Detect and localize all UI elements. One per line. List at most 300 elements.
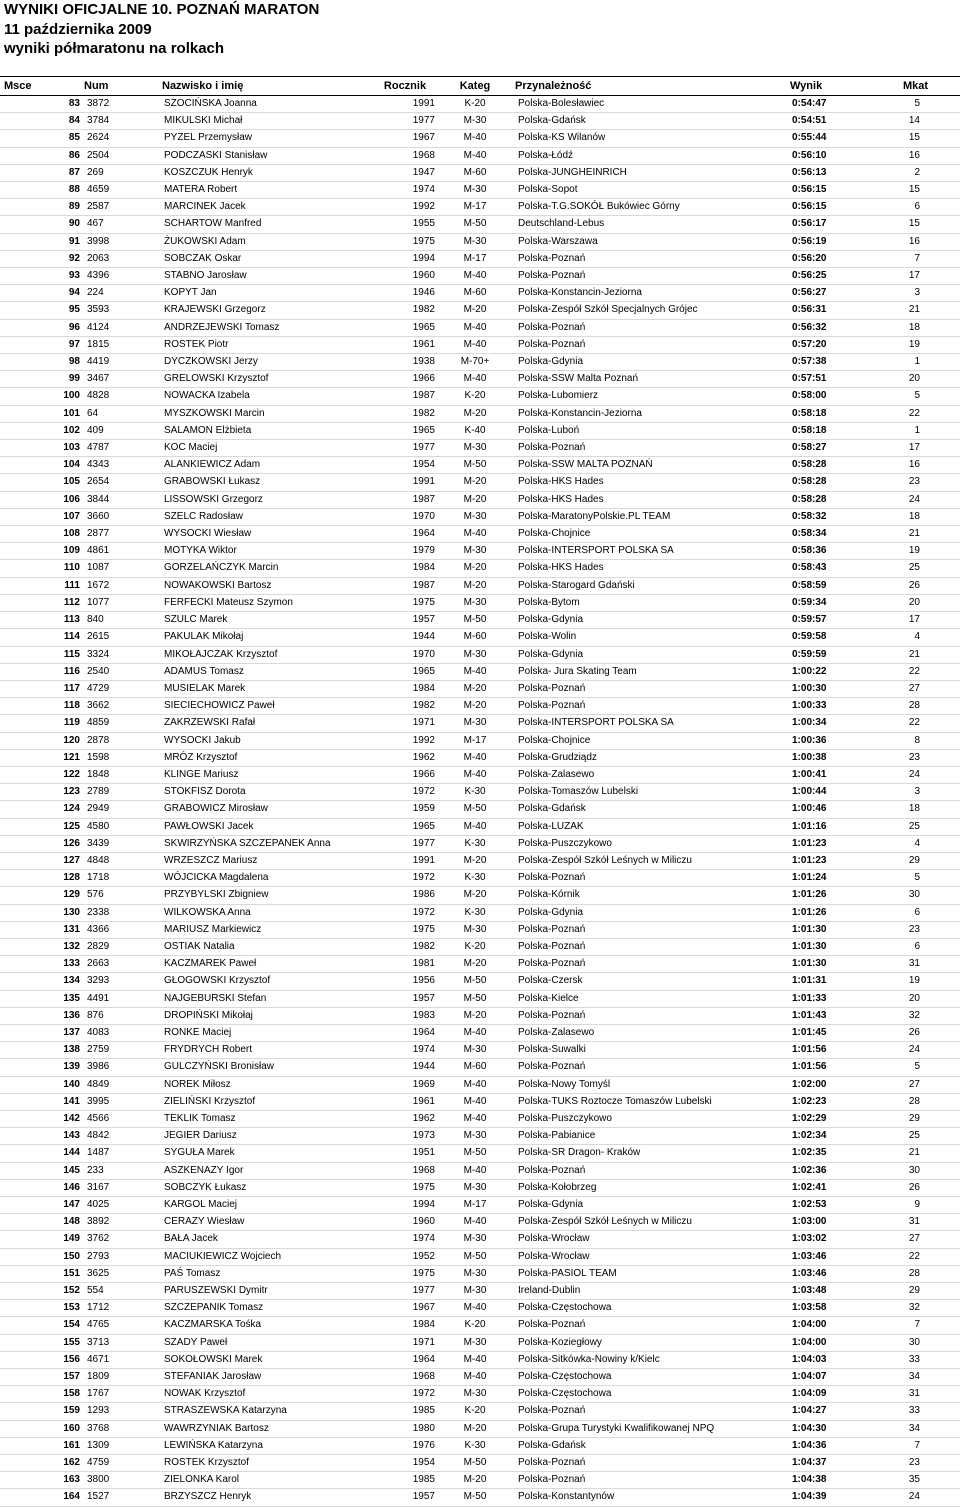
table-row <box>0 560 960 577</box>
result-time-cell: 1:00:41 <box>790 766 870 783</box>
club-cell: Polska-Gdynia <box>515 904 790 921</box>
name-cell: STOKFISZ Dorota <box>162 784 375 801</box>
birth-year-cell: 1961 <box>375 1093 435 1110</box>
bib-number-cell: 2063 <box>84 250 162 267</box>
birth-year-cell: 1979 <box>375 543 435 560</box>
name-cell: ANDRZEJEWSKI Tomasz <box>162 319 375 336</box>
club-cell: Polska-Zalasewo <box>515 766 790 783</box>
place-cell: 116 <box>0 663 84 680</box>
bib-number-cell: 1809 <box>84 1369 162 1386</box>
place-cell: 153 <box>0 1300 84 1317</box>
bib-number-cell: 2654 <box>84 474 162 491</box>
name-cell: MATERA Robert <box>162 182 375 199</box>
club-cell: Polska-TUKS Roztocze Tomaszów Lubelski <box>515 1093 790 1110</box>
place-cell: 160 <box>0 1420 84 1437</box>
bib-number-cell: 1672 <box>84 577 162 594</box>
club-cell: Polska-Kórnik <box>515 887 790 904</box>
table-row <box>0 680 960 697</box>
results-table-header <box>0 77 960 96</box>
result-time-cell: 1:03:58 <box>790 1300 870 1317</box>
result-time-cell: 0:58:32 <box>790 508 870 525</box>
name-cell: JEGIER Dariusz <box>162 1128 375 1145</box>
club-cell: Polska-Poznań <box>515 1455 790 1472</box>
name-cell: ŻUKOWSKI Adam <box>162 233 375 250</box>
category-place-cell: 32 <box>870 1007 960 1024</box>
bib-number-cell: 4491 <box>84 990 162 1007</box>
bib-number-cell: 4848 <box>84 852 162 869</box>
category-place-cell: 24 <box>870 1489 960 1506</box>
name-cell: BAŁA Jacek <box>162 1231 375 1248</box>
table-row <box>0 319 960 336</box>
column-header-num: Num <box>84 77 162 96</box>
result-time-cell: 0:58:28 <box>790 457 870 474</box>
table-row <box>0 1145 960 1162</box>
result-time-cell: 0:58:00 <box>790 388 870 405</box>
place-cell: 138 <box>0 1042 84 1059</box>
category-cell: M-50 <box>435 801 515 818</box>
table-row <box>0 1369 960 1386</box>
birth-year-cell: 1965 <box>375 422 435 439</box>
bib-number-cell: 1767 <box>84 1386 162 1403</box>
category-cell: M-30 <box>435 543 515 560</box>
category-cell: M-30 <box>435 1386 515 1403</box>
category-place-cell: 24 <box>870 491 960 508</box>
category-cell: M-40 <box>435 1369 515 1386</box>
category-place-cell: 28 <box>870 1093 960 1110</box>
category-cell: M-40 <box>435 1110 515 1127</box>
category-place-cell: 16 <box>870 457 960 474</box>
bib-number-cell: 4566 <box>84 1110 162 1127</box>
category-place-cell: 27 <box>870 1076 960 1093</box>
birth-year-cell: 1968 <box>375 1162 435 1179</box>
name-cell: STRASZEWSKA Katarzyna <box>162 1403 375 1420</box>
result-time-cell: 0:56:32 <box>790 319 870 336</box>
result-time-cell: 1:01:30 <box>790 956 870 973</box>
name-cell: SZOCIŃSKA Joanna <box>162 96 375 113</box>
category-place-cell: 34 <box>870 1420 960 1437</box>
birth-year-cell: 1974 <box>375 182 435 199</box>
bib-number-cell: 4659 <box>84 182 162 199</box>
birth-year-cell: 1992 <box>375 199 435 216</box>
table-row <box>0 1317 960 1334</box>
bib-number-cell: 3892 <box>84 1214 162 1231</box>
result-time-cell: 1:04:09 <box>790 1386 870 1403</box>
category-place-cell: 25 <box>870 1128 960 1145</box>
category-cell: M-17 <box>435 250 515 267</box>
name-cell: PODCZASKI Stanisław <box>162 147 375 164</box>
name-cell: ZIELIŃSKI Krzysztof <box>162 1093 375 1110</box>
birth-year-cell: 1967 <box>375 1300 435 1317</box>
category-place-cell: 20 <box>870 594 960 611</box>
category-cell: M-30 <box>435 1042 515 1059</box>
club-cell: Polska-Koziegłowy <box>515 1334 790 1351</box>
result-time-cell: 0:58:59 <box>790 577 870 594</box>
category-cell: M-20 <box>435 577 515 594</box>
place-cell: 129 <box>0 887 84 904</box>
bib-number-cell: 576 <box>84 887 162 904</box>
result-time-cell: 1:02:41 <box>790 1179 870 1196</box>
results-table-body <box>0 96 960 1507</box>
document-subtitle: wyniki półmaratonu na rolkach <box>4 40 225 57</box>
birth-year-cell: 1957 <box>375 612 435 629</box>
club-cell: Polska-INTERSPORT POLSKA SA <box>515 715 790 732</box>
birth-year-cell: 1991 <box>375 474 435 491</box>
bib-number-cell: 3872 <box>84 96 162 113</box>
bib-number-cell: 3593 <box>84 302 162 319</box>
club-cell: Polska-Konstancin-Jeziorna <box>515 285 790 302</box>
birth-year-cell: 1982 <box>375 698 435 715</box>
birth-year-cell: 1959 <box>375 801 435 818</box>
name-cell: WRZESZCZ Mariusz <box>162 852 375 869</box>
name-cell: DROPIŃSKI Mikołaj <box>162 1007 375 1024</box>
result-time-cell: 0:57:51 <box>790 371 870 388</box>
column-header-msce: Msce <box>0 77 84 96</box>
name-cell: PRZYBYLSKI Zbigniew <box>162 887 375 904</box>
result-time-cell: 0:56:13 <box>790 164 870 181</box>
category-place-cell: 3 <box>870 784 960 801</box>
category-place-cell: 1 <box>870 422 960 439</box>
name-cell: KOPYT Jan <box>162 285 375 302</box>
category-place-cell: 15 <box>870 182 960 199</box>
birth-year-cell: 1954 <box>375 1455 435 1472</box>
club-cell: Polska-Nowy Tomyśl <box>515 1076 790 1093</box>
club-cell: Polska-Chojnice <box>515 732 790 749</box>
bib-number-cell: 4759 <box>84 1455 162 1472</box>
category-cell: M-40 <box>435 147 515 164</box>
place-cell: 124 <box>0 801 84 818</box>
club-cell: Polska-Częstochowa <box>515 1369 790 1386</box>
category-cell: M-20 <box>435 474 515 491</box>
name-cell: PAWŁOWSKI Jacek <box>162 818 375 835</box>
name-cell: ASZKENAZY Igor <box>162 1162 375 1179</box>
result-time-cell: 1:04:30 <box>790 1420 870 1437</box>
result-time-cell: 1:03:00 <box>790 1214 870 1231</box>
table-row <box>0 715 960 732</box>
table-row <box>0 96 960 113</box>
result-time-cell: 1:02:00 <box>790 1076 870 1093</box>
category-place-cell: 25 <box>870 818 960 835</box>
table-row <box>0 1334 960 1351</box>
category-cell: M-30 <box>435 1334 515 1351</box>
category-place-cell: 29 <box>870 852 960 869</box>
table-row <box>0 1162 960 1179</box>
result-time-cell: 1:01:26 <box>790 887 870 904</box>
bib-number-cell: 3439 <box>84 835 162 852</box>
birth-year-cell: 1984 <box>375 560 435 577</box>
category-cell: M-40 <box>435 1300 515 1317</box>
table-row <box>0 1437 960 1454</box>
category-cell: M-20 <box>435 887 515 904</box>
club-cell: Polska-Gdańsk <box>515 1437 790 1454</box>
table-row <box>0 1110 960 1127</box>
birth-year-cell: 1971 <box>375 1334 435 1351</box>
category-place-cell: 18 <box>870 319 960 336</box>
name-cell: RONKE Maciej <box>162 1024 375 1041</box>
club-cell: Polska-Wolin <box>515 629 790 646</box>
birth-year-cell: 1982 <box>375 938 435 955</box>
place-cell: 150 <box>0 1248 84 1265</box>
category-cell: M-40 <box>435 336 515 353</box>
club-cell: Polska-HKS Hades <box>515 560 790 577</box>
category-cell: M-20 <box>435 491 515 508</box>
name-cell: GORZELAŃCZYK Marcin <box>162 560 375 577</box>
club-cell: Polska-Bytom <box>515 594 790 611</box>
result-time-cell: 0:58:27 <box>790 440 870 457</box>
name-cell: WAWRZYNIAK Bartosz <box>162 1420 375 1437</box>
birth-year-cell: 1947 <box>375 164 435 181</box>
table-row <box>0 1386 960 1403</box>
place-cell: 114 <box>0 629 84 646</box>
place-cell: 147 <box>0 1197 84 1214</box>
bib-number-cell: 3784 <box>84 113 162 130</box>
category-place-cell: 23 <box>870 921 960 938</box>
category-cell: M-40 <box>435 1162 515 1179</box>
result-time-cell: 1:04:03 <box>790 1351 870 1368</box>
result-time-cell: 1:01:56 <box>790 1059 870 1076</box>
table-row <box>0 904 960 921</box>
club-cell: Polska-Gdynia <box>515 354 790 371</box>
place-cell: 113 <box>0 612 84 629</box>
result-time-cell: 1:01:45 <box>790 1024 870 1041</box>
bib-number-cell: 3986 <box>84 1059 162 1076</box>
category-place-cell: 22 <box>870 663 960 680</box>
bib-number-cell: 4083 <box>84 1024 162 1041</box>
birth-year-cell: 1960 <box>375 268 435 285</box>
category-cell: M-30 <box>435 646 515 663</box>
table-row <box>0 1283 960 1300</box>
category-place-cell: 19 <box>870 973 960 990</box>
birth-year-cell: 1974 <box>375 1042 435 1059</box>
result-time-cell: 0:56:19 <box>790 233 870 250</box>
club-cell: Polska-Chojnice <box>515 526 790 543</box>
category-cell: M-40 <box>435 766 515 783</box>
name-cell: CERAZY Wiesław <box>162 1214 375 1231</box>
place-cell: 110 <box>0 560 84 577</box>
category-cell: M-20 <box>435 680 515 697</box>
birth-year-cell: 1982 <box>375 405 435 422</box>
place-cell: 140 <box>0 1076 84 1093</box>
birth-year-cell: 1971 <box>375 715 435 732</box>
club-cell: Polska-Bolesławiec <box>515 96 790 113</box>
bib-number-cell: 1527 <box>84 1489 162 1506</box>
birth-year-cell: 1957 <box>375 1489 435 1506</box>
place-cell: 118 <box>0 698 84 715</box>
table-row <box>0 870 960 887</box>
table-row <box>0 199 960 216</box>
place-cell: 151 <box>0 1265 84 1282</box>
category-cell: M-17 <box>435 1197 515 1214</box>
results-table <box>0 76 960 1507</box>
table-row <box>0 1128 960 1145</box>
bib-number-cell: 2793 <box>84 1248 162 1265</box>
table-row <box>0 388 960 405</box>
category-place-cell: 22 <box>870 715 960 732</box>
category-place-cell: 23 <box>870 1455 960 1472</box>
category-cell: M-30 <box>435 921 515 938</box>
category-place-cell: 35 <box>870 1472 960 1489</box>
club-cell: Polska-KS Wilanów <box>515 130 790 147</box>
category-place-cell: 23 <box>870 749 960 766</box>
category-cell: M-40 <box>435 1093 515 1110</box>
birth-year-cell: 1964 <box>375 526 435 543</box>
category-place-cell: 14 <box>870 113 960 130</box>
bib-number-cell: 2587 <box>84 199 162 216</box>
place-cell: 121 <box>0 749 84 766</box>
category-cell: K-30 <box>435 784 515 801</box>
category-place-cell: 28 <box>870 698 960 715</box>
category-cell: M-50 <box>435 1489 515 1506</box>
name-cell: MUSIELAK Marek <box>162 680 375 697</box>
category-cell: M-40 <box>435 663 515 680</box>
name-cell: KOC Maciej <box>162 440 375 457</box>
category-place-cell: 15 <box>870 216 960 233</box>
header-row <box>0 77 960 96</box>
birth-year-cell: 1977 <box>375 1283 435 1300</box>
place-cell: 97 <box>0 336 84 353</box>
club-cell: Polska-Gdynia <box>515 612 790 629</box>
club-cell: Polska-Poznań <box>515 250 790 267</box>
category-place-cell: 19 <box>870 543 960 560</box>
result-time-cell: 0:59:58 <box>790 629 870 646</box>
place-cell: 86 <box>0 147 84 164</box>
category-place-cell: 26 <box>870 1179 960 1196</box>
result-time-cell: 1:04:07 <box>790 1369 870 1386</box>
bib-number-cell: 1815 <box>84 336 162 353</box>
place-cell: 142 <box>0 1110 84 1127</box>
result-time-cell: 1:00:44 <box>790 784 870 801</box>
place-cell: 144 <box>0 1145 84 1162</box>
club-cell: Polska-MaratonyPolskie.PL TEAM <box>515 508 790 525</box>
category-cell: M-20 <box>435 405 515 422</box>
name-cell: MIKULSKI Michał <box>162 113 375 130</box>
club-cell: Polska-Zespół Szkół Leśnych w Miliczu <box>515 852 790 869</box>
table-row <box>0 784 960 801</box>
name-cell: ADAMUS Tomasz <box>162 663 375 680</box>
bib-number-cell: 3293 <box>84 973 162 990</box>
name-cell: SZULC Marek <box>162 612 375 629</box>
bib-number-cell: 2624 <box>84 130 162 147</box>
category-place-cell: 5 <box>870 96 960 113</box>
table-row <box>0 887 960 904</box>
bib-number-cell: 1487 <box>84 1145 162 1162</box>
club-cell: Polska-Kielce <box>515 990 790 1007</box>
category-cell: K-30 <box>435 1437 515 1454</box>
table-row <box>0 1489 960 1506</box>
bib-number-cell: 467 <box>84 216 162 233</box>
result-time-cell: 0:54:51 <box>790 113 870 130</box>
place-cell: 101 <box>0 405 84 422</box>
birth-year-cell: 1960 <box>375 1214 435 1231</box>
category-place-cell: 17 <box>870 440 960 457</box>
place-cell: 85 <box>0 130 84 147</box>
place-cell: 155 <box>0 1334 84 1351</box>
place-cell: 109 <box>0 543 84 560</box>
birth-year-cell: 1994 <box>375 1197 435 1214</box>
birth-year-cell: 1964 <box>375 1351 435 1368</box>
name-cell: ZIELONKA Karol <box>162 1472 375 1489</box>
result-time-cell: 0:59:57 <box>790 612 870 629</box>
place-cell: 119 <box>0 715 84 732</box>
result-time-cell: 1:03:02 <box>790 1231 870 1248</box>
name-cell: KOSZCZUK Henryk <box>162 164 375 181</box>
bib-number-cell: 3324 <box>84 646 162 663</box>
place-cell: 135 <box>0 990 84 1007</box>
result-time-cell: 1:01:31 <box>790 973 870 990</box>
birth-year-cell: 1987 <box>375 388 435 405</box>
name-cell: SOKOŁOWSKI Marek <box>162 1351 375 1368</box>
name-cell: NOWAK Krzysztof <box>162 1386 375 1403</box>
place-cell: 145 <box>0 1162 84 1179</box>
place-cell: 125 <box>0 818 84 835</box>
table-row <box>0 1420 960 1437</box>
column-header-club: Przynależność <box>515 77 790 96</box>
category-place-cell: 31 <box>870 1214 960 1231</box>
result-time-cell: 0:56:25 <box>790 268 870 285</box>
club-cell: Polska-Zalasewo <box>515 1024 790 1041</box>
name-cell: WÓJCICKA Magdalena <box>162 870 375 887</box>
bib-number-cell: 4396 <box>84 268 162 285</box>
bib-number-cell: 2789 <box>84 784 162 801</box>
category-place-cell: 31 <box>870 956 960 973</box>
category-place-cell: 6 <box>870 904 960 921</box>
birth-year-cell: 1962 <box>375 749 435 766</box>
category-cell: M-30 <box>435 1231 515 1248</box>
bib-number-cell: 4124 <box>84 319 162 336</box>
column-header-name: Nazwisko i imię <box>162 77 375 96</box>
club-cell: Polska-Poznań <box>515 440 790 457</box>
name-cell: MACIUKIEWICZ Wojciech <box>162 1248 375 1265</box>
table-row <box>0 1265 960 1282</box>
club-cell: Polska-Poznań <box>515 1059 790 1076</box>
birth-year-cell: 1982 <box>375 302 435 319</box>
category-place-cell: 33 <box>870 1403 960 1420</box>
club-cell: Polska-Czersk <box>515 973 790 990</box>
table-row <box>0 147 960 164</box>
club-cell: Polska-Lubomierz <box>515 388 790 405</box>
bib-number-cell: 4828 <box>84 388 162 405</box>
bib-number-cell: 2759 <box>84 1042 162 1059</box>
place-cell: 143 <box>0 1128 84 1145</box>
bib-number-cell: 1087 <box>84 560 162 577</box>
result-time-cell: 1:03:46 <box>790 1265 870 1282</box>
bib-number-cell: 1077 <box>84 594 162 611</box>
bib-number-cell: 4842 <box>84 1128 162 1145</box>
bib-number-cell: 3167 <box>84 1179 162 1196</box>
place-cell: 96 <box>0 319 84 336</box>
bib-number-cell: 2338 <box>84 904 162 921</box>
result-time-cell: 1:03:48 <box>790 1283 870 1300</box>
club-cell: Polska-Poznań <box>515 1403 790 1420</box>
club-cell: Polska-Łódź <box>515 147 790 164</box>
table-row <box>0 835 960 852</box>
table-row <box>0 491 960 508</box>
club-cell: Polska-Grupa Turystyki Kwalifikowanej NPQ <box>515 1420 790 1437</box>
name-cell: FRYDRYCH Robert <box>162 1042 375 1059</box>
table-row <box>0 594 960 611</box>
table-row <box>0 336 960 353</box>
name-cell: GRABOWSKI Łukasz <box>162 474 375 491</box>
result-time-cell: 1:01:26 <box>790 904 870 921</box>
category-place-cell: 18 <box>870 508 960 525</box>
result-time-cell: 0:55:44 <box>790 130 870 147</box>
bib-number-cell: 840 <box>84 612 162 629</box>
club-cell: Polska-Tomaszów Lubelski <box>515 784 790 801</box>
place-cell: 126 <box>0 835 84 852</box>
name-cell: ROSTEK Krzysztof <box>162 1455 375 1472</box>
table-row <box>0 852 960 869</box>
bib-number-cell: 409 <box>84 422 162 439</box>
birth-year-cell: 1984 <box>375 1317 435 1334</box>
